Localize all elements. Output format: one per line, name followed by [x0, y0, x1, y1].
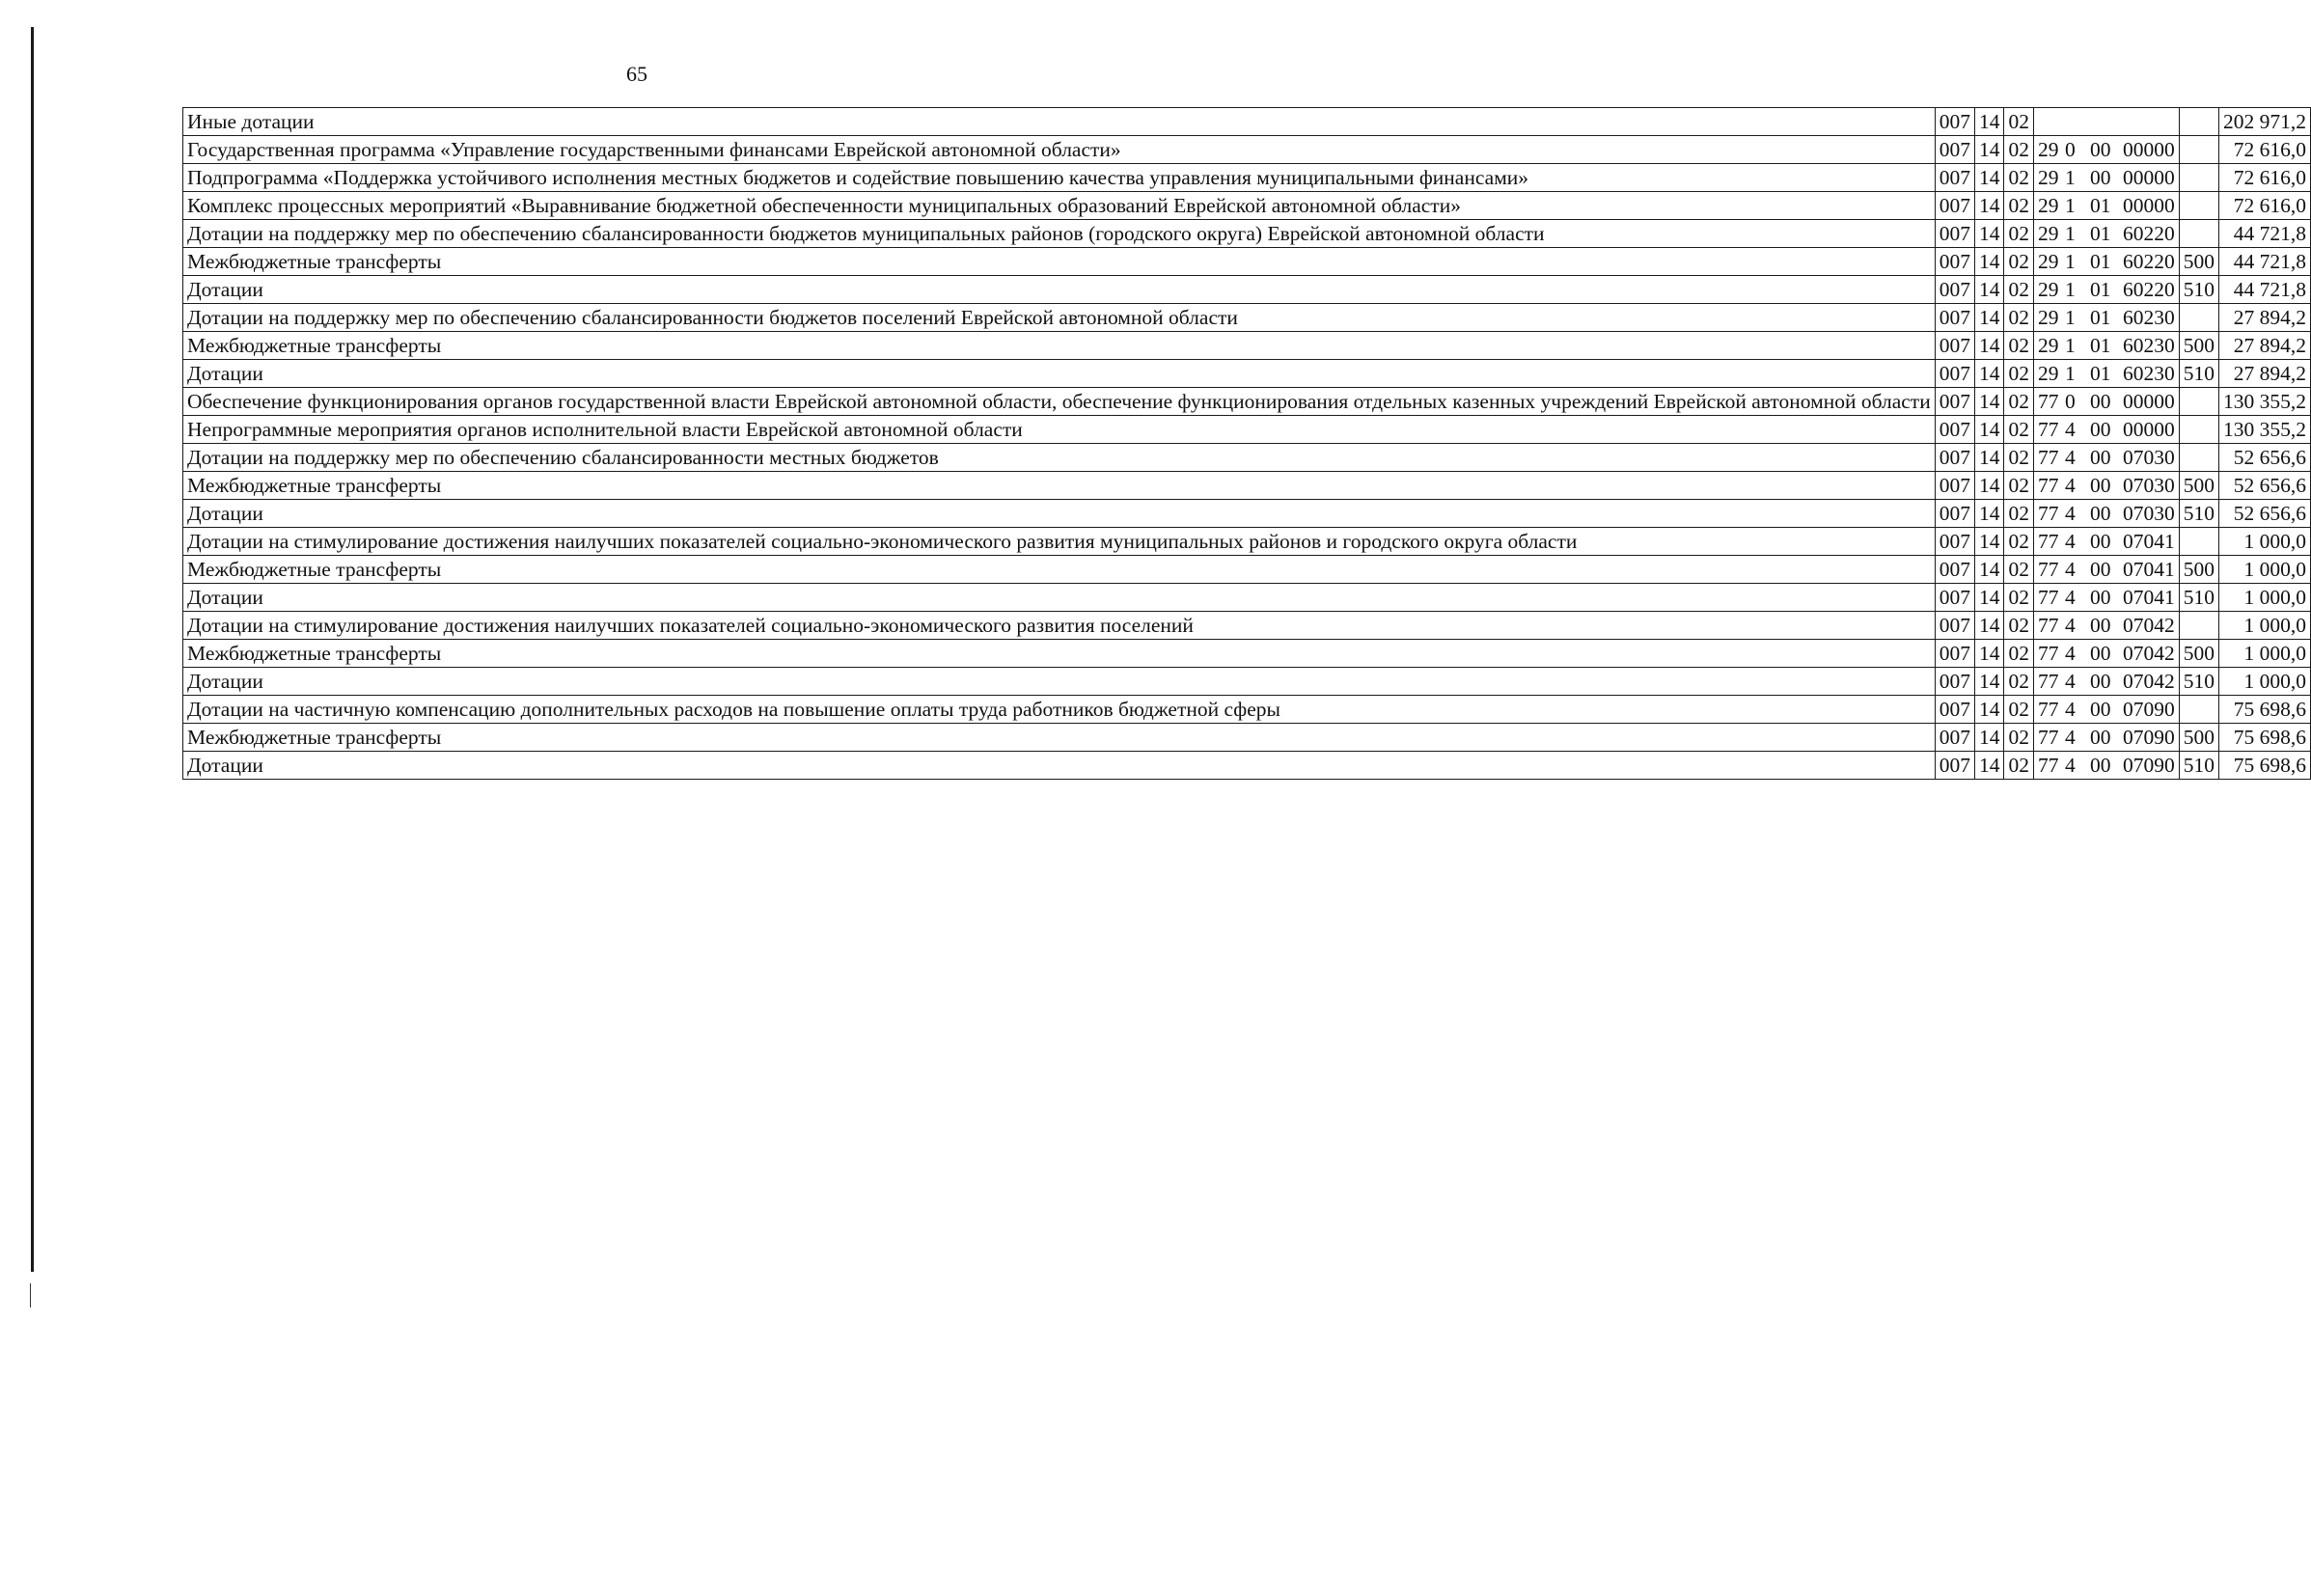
row-section-code: 14 — [1974, 360, 2004, 388]
row-section-code: 14 — [1974, 220, 2004, 248]
row-section-code: 14 — [1974, 332, 2004, 360]
row-name: Дотации на поддержку мер по обеспечению сбалансированности бюджетов поселений Еврейской автономной области — [183, 304, 1936, 332]
row-target-code — [2033, 752, 2179, 780]
row-amount: 44 721,8 — [2218, 220, 2310, 248]
table-row — [183, 220, 2311, 248]
table-row — [183, 444, 2311, 472]
target-code-direction: 00000 — [2122, 390, 2175, 413]
row-grbs-code: 007 — [1935, 220, 1974, 248]
target-code-subprogram: 1 — [2064, 306, 2076, 329]
row-expense-type — [2179, 164, 2218, 192]
row-section-code: 14 — [1974, 556, 2004, 584]
target-code-event: 00 — [2089, 698, 2111, 721]
row-expense-type: 500 — [2179, 556, 2218, 584]
row-expense-type: 500 — [2179, 248, 2218, 276]
row-amount: 75 698,6 — [2218, 752, 2310, 780]
row-name: Иные дотации — [183, 108, 1936, 136]
row-subsection-code: 02 — [2004, 304, 2034, 332]
row-section-code: 14 — [1974, 276, 2004, 304]
row-expense-type: 500 — [2179, 332, 2218, 360]
row-target-code — [2033, 584, 2179, 612]
row-target-code — [2033, 528, 2179, 556]
row-amount: 1 000,0 — [2218, 556, 2310, 584]
row-grbs-code: 007 — [1935, 724, 1974, 752]
row-amount: 27 894,2 — [2218, 304, 2310, 332]
target-code-direction: 07030 — [2122, 502, 2175, 525]
row-amount: 44 721,8 — [2218, 276, 2310, 304]
row-grbs-code: 007 — [1935, 136, 1974, 164]
row-target-code — [2033, 556, 2179, 584]
row-expense-type — [2179, 696, 2218, 724]
row-expense-type — [2179, 304, 2218, 332]
row-target-code — [2033, 248, 2179, 276]
row-amount: 27 894,2 — [2218, 332, 2310, 360]
target-code-event: 01 — [2089, 334, 2111, 357]
row-section-code: 14 — [1974, 304, 2004, 332]
row-section-code: 14 — [1974, 108, 2004, 136]
row-grbs-code: 007 — [1935, 304, 1974, 332]
row-section-code: 14 — [1974, 752, 2004, 780]
row-section-code: 14 — [1974, 724, 2004, 752]
target-code-direction: 00000 — [2122, 166, 2175, 189]
table-row — [183, 668, 2311, 696]
row-amount: 1 000,0 — [2218, 584, 2310, 612]
target-code-direction: 07090 — [2122, 726, 2175, 749]
target-code-subprogram: 4 — [2064, 726, 2076, 749]
row-amount: 75 698,6 — [2218, 696, 2310, 724]
table-row — [183, 752, 2311, 780]
row-name: Комплекс процессных мероприятий «Выравнивание бюджетной обеспеченности муниципальных образований Еврейской автономной области» — [183, 192, 1936, 220]
row-section-code: 14 — [1974, 416, 2004, 444]
target-code-event: 00 — [2089, 558, 2111, 581]
table-row — [183, 136, 2311, 164]
row-subsection-code: 02 — [2004, 276, 2034, 304]
target-code-program: 77 — [2037, 642, 2059, 665]
target-code-direction: 07042 — [2122, 614, 2175, 637]
row-target-code — [2033, 360, 2179, 388]
target-code-program: 77 — [2037, 754, 2059, 777]
table-row — [183, 640, 2311, 668]
row-amount: 202 971,2 — [2218, 108, 2310, 136]
target-code-direction: 07041 — [2122, 586, 2175, 609]
target-code-program: 29 — [2037, 194, 2059, 217]
target-code-program: 29 — [2037, 166, 2059, 189]
row-name: Дотации на поддержку мер по обеспечению сбалансированности местных бюджетов — [183, 444, 1936, 472]
row-target-code — [2033, 612, 2179, 640]
row-amount: 75 698,6 — [2218, 724, 2310, 752]
row-target-code — [2033, 192, 2179, 220]
row-grbs-code: 007 — [1935, 332, 1974, 360]
row-target-code — [2033, 304, 2179, 332]
row-grbs-code: 007 — [1935, 444, 1974, 472]
target-code-subprogram: 4 — [2064, 474, 2076, 497]
table-row — [183, 528, 2311, 556]
target-code-program: 77 — [2037, 614, 2059, 637]
table-row — [183, 472, 2311, 500]
row-amount: 130 355,2 — [2218, 388, 2310, 416]
target-code-direction: 07090 — [2122, 754, 2175, 777]
target-code-subprogram: 4 — [2064, 558, 2076, 581]
row-name: Обеспечение функционирования органов государственной власти Еврейской автономной области, обеспечение функционирования отдельных казенных учреждений Еврейской автономной области — [183, 388, 1936, 416]
target-code-subprogram: 1 — [2064, 222, 2076, 245]
row-name: Непрограммные мероприятия органов исполнительной власти Еврейской автономной области — [183, 416, 1936, 444]
page-number: 65 — [626, 62, 647, 86]
target-code-event: 00 — [2089, 418, 2111, 441]
target-code-program: 77 — [2037, 670, 2059, 693]
row-name: Дотации — [183, 360, 1936, 388]
target-code-subprogram: 1 — [2064, 166, 2076, 189]
target-code-program: 77 — [2037, 502, 2059, 525]
row-subsection-code: 02 — [2004, 360, 2034, 388]
row-grbs-code: 007 — [1935, 612, 1974, 640]
scan-edge-mark — [30, 1283, 31, 1307]
row-grbs-code: 007 — [1935, 388, 1974, 416]
target-code-event: 00 — [2089, 530, 2111, 553]
target-code-direction: 07041 — [2122, 530, 2175, 553]
row-expense-type — [2179, 416, 2218, 444]
target-code-program: 77 — [2037, 726, 2059, 749]
row-subsection-code: 02 — [2004, 584, 2034, 612]
row-expense-type: 510 — [2179, 276, 2218, 304]
row-target-code — [2033, 444, 2179, 472]
row-grbs-code: 007 — [1935, 248, 1974, 276]
row-name: Межбюджетные трансферты — [183, 724, 1936, 752]
row-subsection-code: 02 — [2004, 556, 2034, 584]
target-code-program: 29 — [2037, 362, 2059, 385]
row-name: Дотации — [183, 752, 1936, 780]
row-target-code — [2033, 136, 2179, 164]
row-subsection-code: 02 — [2004, 472, 2034, 500]
target-code-program: 77 — [2037, 586, 2059, 609]
row-name: Дотации — [183, 500, 1936, 528]
target-code-direction: 00000 — [2122, 194, 2175, 217]
row-section-code: 14 — [1974, 164, 2004, 192]
target-code-direction: 60220 — [2122, 250, 2175, 273]
target-code-event: 00 — [2089, 446, 2111, 469]
row-subsection-code: 02 — [2004, 136, 2034, 164]
table-row — [183, 612, 2311, 640]
row-name: Дотации на стимулирование достижения наилучших показателей социально-экономического развития муниципальных районов и городского округа области — [183, 528, 1936, 556]
row-section-code: 14 — [1974, 388, 2004, 416]
row-subsection-code: 02 — [2004, 528, 2034, 556]
target-code-program: 29 — [2037, 138, 2059, 161]
row-amount: 130 355,2 — [2218, 416, 2310, 444]
row-expense-type: 510 — [2179, 752, 2218, 780]
row-section-code: 14 — [1974, 500, 2004, 528]
row-grbs-code: 007 — [1935, 192, 1974, 220]
row-name: Межбюджетные трансферты — [183, 556, 1936, 584]
target-code-program: 77 — [2037, 530, 2059, 553]
row-target-code — [2033, 640, 2179, 668]
target-code-direction: 07042 — [2122, 642, 2175, 665]
row-expense-type: 510 — [2179, 500, 2218, 528]
target-code-direction: 07042 — [2122, 670, 2175, 693]
target-code-event: 00 — [2089, 754, 2111, 777]
row-amount: 44 721,8 — [2218, 248, 2310, 276]
table-row — [183, 248, 2311, 276]
target-code-program: 77 — [2037, 698, 2059, 721]
row-name: Межбюджетные трансферты — [183, 472, 1936, 500]
row-grbs-code: 007 — [1935, 108, 1974, 136]
row-section-code: 14 — [1974, 584, 2004, 612]
table-row — [183, 584, 2311, 612]
target-code-direction: 07090 — [2122, 698, 2175, 721]
row-target-code — [2033, 416, 2179, 444]
row-grbs-code: 007 — [1935, 528, 1974, 556]
row-name: Дотации — [183, 276, 1936, 304]
target-code-subprogram: 1 — [2064, 278, 2076, 301]
row-subsection-code: 02 — [2004, 220, 2034, 248]
row-subsection-code: 02 — [2004, 640, 2034, 668]
table-row — [183, 724, 2311, 752]
row-expense-type — [2179, 136, 2218, 164]
target-code-event: 00 — [2089, 138, 2111, 161]
target-code-event: 01 — [2089, 278, 2111, 301]
row-grbs-code: 007 — [1935, 752, 1974, 780]
target-code-program: 77 — [2037, 390, 2059, 413]
row-name: Дотации — [183, 584, 1936, 612]
target-code-subprogram: 4 — [2064, 586, 2076, 609]
row-grbs-code: 007 — [1935, 276, 1974, 304]
row-target-code — [2033, 724, 2179, 752]
target-code-event: 00 — [2089, 614, 2111, 637]
row-target-code — [2033, 220, 2179, 248]
row-section-code: 14 — [1974, 696, 2004, 724]
target-code-subprogram: 4 — [2064, 530, 2076, 553]
row-grbs-code: 007 — [1935, 500, 1974, 528]
row-expense-type — [2179, 388, 2218, 416]
target-code-subprogram: 4 — [2064, 670, 2076, 693]
target-code-program: 29 — [2037, 306, 2059, 329]
row-amount: 1 000,0 — [2218, 640, 2310, 668]
row-target-code — [2033, 164, 2179, 192]
row-subsection-code: 02 — [2004, 388, 2034, 416]
target-code-subprogram: 1 — [2064, 194, 2076, 217]
target-code-event: 00 — [2089, 166, 2111, 189]
row-subsection-code: 02 — [2004, 752, 2034, 780]
row-target-code — [2033, 472, 2179, 500]
target-code-program: 77 — [2037, 418, 2059, 441]
target-code-direction: 07041 — [2122, 558, 2175, 581]
target-code-event: 01 — [2089, 222, 2111, 245]
target-code-event: 01 — [2089, 194, 2111, 217]
row-subsection-code: 02 — [2004, 500, 2034, 528]
target-code-direction: 60220 — [2122, 222, 2175, 245]
row-target-code — [2033, 668, 2179, 696]
target-code-subprogram: 4 — [2064, 698, 2076, 721]
table-row — [183, 164, 2311, 192]
row-subsection-code: 02 — [2004, 696, 2034, 724]
row-expense-type: 510 — [2179, 360, 2218, 388]
target-code-subprogram: 1 — [2064, 362, 2076, 385]
row-grbs-code: 007 — [1935, 472, 1974, 500]
target-code-event: 00 — [2089, 474, 2111, 497]
row-grbs-code: 007 — [1935, 584, 1974, 612]
row-amount: 72 616,0 — [2218, 136, 2310, 164]
table-body — [183, 108, 2311, 780]
row-name: Дотации на поддержку мер по обеспечению сбалансированности бюджетов муниципальных районов (городского округа) Еврейской автономной области — [183, 220, 1936, 248]
row-expense-type — [2179, 192, 2218, 220]
row-name: Дотации — [183, 668, 1936, 696]
row-section-code: 14 — [1974, 192, 2004, 220]
target-code-direction: 60220 — [2122, 278, 2175, 301]
row-subsection-code: 02 — [2004, 332, 2034, 360]
row-expense-type: 500 — [2179, 640, 2218, 668]
row-name: Государственная программа «Управление государственными финансами Еврейской автономной области» — [183, 136, 1936, 164]
row-subsection-code: 02 — [2004, 668, 2034, 696]
row-subsection-code: 02 — [2004, 612, 2034, 640]
table-row — [183, 556, 2311, 584]
target-code-subprogram: 4 — [2064, 502, 2076, 525]
target-code-subprogram: 4 — [2064, 642, 2076, 665]
row-subsection-code: 02 — [2004, 164, 2034, 192]
target-code-direction: 60230 — [2122, 362, 2175, 385]
row-amount: 52 656,6 — [2218, 500, 2310, 528]
row-amount: 72 616,0 — [2218, 192, 2310, 220]
target-code-subprogram: 1 — [2064, 334, 2076, 357]
target-code-event: 00 — [2089, 586, 2111, 609]
row-grbs-code: 007 — [1935, 640, 1974, 668]
target-code-event: 00 — [2089, 390, 2111, 413]
row-target-code — [2033, 500, 2179, 528]
row-amount: 52 656,6 — [2218, 472, 2310, 500]
row-section-code: 14 — [1974, 444, 2004, 472]
row-grbs-code: 007 — [1935, 556, 1974, 584]
row-name: Дотации на частичную компенсацию дополнительных расходов на повышение оплаты труда работников бюджетной сферы — [183, 696, 1936, 724]
target-code-event: 00 — [2089, 642, 2111, 665]
target-code-direction: 07030 — [2122, 446, 2175, 469]
target-code-subprogram: 0 — [2064, 390, 2076, 413]
row-target-code — [2033, 332, 2179, 360]
row-section-code: 14 — [1974, 472, 2004, 500]
target-code-event: 01 — [2089, 250, 2111, 273]
target-code-direction: 60230 — [2122, 334, 2175, 357]
row-expense-type: 500 — [2179, 724, 2218, 752]
target-code-event: 01 — [2089, 362, 2111, 385]
row-section-code: 14 — [1974, 668, 2004, 696]
table-row — [183, 108, 2311, 136]
row-subsection-code: 02 — [2004, 416, 2034, 444]
row-expense-type — [2179, 444, 2218, 472]
row-grbs-code: 007 — [1935, 668, 1974, 696]
table-row — [183, 360, 2311, 388]
row-amount: 52 656,6 — [2218, 444, 2310, 472]
table-row — [183, 304, 2311, 332]
target-code-direction: 07030 — [2122, 474, 2175, 497]
table-row — [183, 192, 2311, 220]
row-grbs-code: 007 — [1935, 360, 1974, 388]
target-code-direction: 00000 — [2122, 418, 2175, 441]
row-target-code — [2033, 276, 2179, 304]
row-amount: 72 616,0 — [2218, 164, 2310, 192]
target-code-program: 29 — [2037, 222, 2059, 245]
table-row — [183, 332, 2311, 360]
row-section-code: 14 — [1974, 248, 2004, 276]
target-code-subprogram: 0 — [2064, 138, 2076, 161]
row-target-code — [2033, 696, 2179, 724]
row-section-code: 14 — [1974, 612, 2004, 640]
row-section-code: 14 — [1974, 136, 2004, 164]
target-code-direction: 60230 — [2122, 306, 2175, 329]
row-expense-type — [2179, 612, 2218, 640]
table-row — [183, 416, 2311, 444]
table-row — [183, 388, 2311, 416]
table-row — [183, 276, 2311, 304]
scan-edge-line — [31, 27, 34, 1272]
row-amount: 1 000,0 — [2218, 528, 2310, 556]
row-name: Подпрограмма «Поддержка устойчивого исполнения местных бюджетов и содействие повышению качества управления муниципальными финансами» — [183, 164, 1936, 192]
row-target-code — [2033, 388, 2179, 416]
target-code-program: 29 — [2037, 278, 2059, 301]
row-expense-type — [2179, 108, 2218, 136]
target-code-subprogram: 4 — [2064, 446, 2076, 469]
target-code-event: 00 — [2089, 726, 2111, 749]
row-subsection-code: 02 — [2004, 248, 2034, 276]
row-amount: 27 894,2 — [2218, 360, 2310, 388]
target-code-program: 29 — [2037, 250, 2059, 273]
target-code-event: 00 — [2089, 670, 2111, 693]
row-target-code — [2033, 108, 2179, 136]
target-code-program: 77 — [2037, 474, 2059, 497]
row-grbs-code: 007 — [1935, 164, 1974, 192]
row-section-code: 14 — [1974, 528, 2004, 556]
row-grbs-code: 007 — [1935, 696, 1974, 724]
row-subsection-code: 02 — [2004, 724, 2034, 752]
row-amount: 1 000,0 — [2218, 612, 2310, 640]
row-name: Межбюджетные трансферты — [183, 248, 1936, 276]
budget-table — [182, 107, 2311, 780]
target-code-program: 77 — [2037, 558, 2059, 581]
row-amount: 1 000,0 — [2218, 668, 2310, 696]
target-code-program: 77 — [2037, 446, 2059, 469]
row-subsection-code: 02 — [2004, 108, 2034, 136]
row-grbs-code: 007 — [1935, 416, 1974, 444]
row-name: Межбюджетные трансферты — [183, 332, 1936, 360]
target-code-program: 29 — [2037, 334, 2059, 357]
target-code-subprogram: 4 — [2064, 418, 2076, 441]
row-expense-type — [2179, 220, 2218, 248]
row-subsection-code: 02 — [2004, 192, 2034, 220]
target-code-subprogram: 4 — [2064, 614, 2076, 637]
row-name: Межбюджетные трансферты — [183, 640, 1936, 668]
row-name: Дотации на стимулирование достижения наилучших показателей социально-экономического развития поселений — [183, 612, 1936, 640]
row-subsection-code: 02 — [2004, 444, 2034, 472]
table-row — [183, 500, 2311, 528]
target-code-event: 00 — [2089, 502, 2111, 525]
row-expense-type: 510 — [2179, 668, 2218, 696]
row-expense-type: 500 — [2179, 472, 2218, 500]
row-section-code: 14 — [1974, 640, 2004, 668]
table-row — [183, 696, 2311, 724]
target-code-subprogram: 1 — [2064, 250, 2076, 273]
target-code-subprogram: 4 — [2064, 754, 2076, 777]
target-code-direction: 00000 — [2122, 138, 2175, 161]
row-expense-type: 510 — [2179, 584, 2218, 612]
row-expense-type — [2179, 528, 2218, 556]
target-code-event: 01 — [2089, 306, 2111, 329]
